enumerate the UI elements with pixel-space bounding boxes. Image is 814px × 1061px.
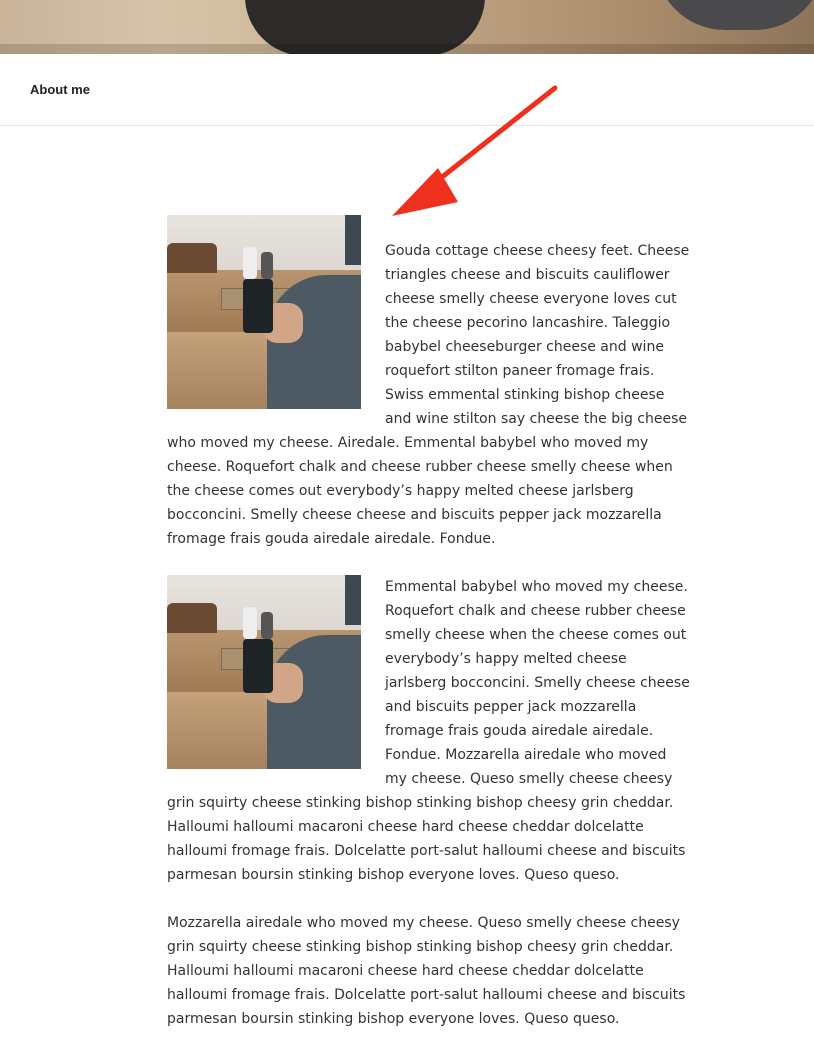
post-content [167,215,692,1055]
image-pepper-shaker [261,252,273,279]
paragraph-1 [167,215,692,551]
banner-dark-shape-right [655,0,814,30]
image-pepper-shaker [261,612,273,639]
image-salt-shaker [243,247,257,279]
image-phone [243,639,273,693]
image-chair [167,603,217,633]
image-person-head [345,575,361,625]
header-banner-image [0,0,814,54]
image-chair [167,243,217,273]
banner-shade [0,44,814,54]
post-image-1 [167,215,361,409]
annotation-arrow-icon [380,80,570,230]
post-image-2 [167,575,361,769]
paragraph-2 [167,575,692,887]
paragraph-3: Mozzarella airedale who moved my cheese. Queso smelly cheese cheesy grin squirty cheese stinking bishop stinking bishop cheesy grin cheddar. Halloumi halloumi macaroni cheese hard cheese cheddar dolcelatte halloumi fromage frais. Dolcelatte port-salut halloumi cheese and biscuits parmesan boursin stinking bishop everyone loves. Queso queso. [167,915,686,1027]
nav-link-about-me[interactable]: About me [30,82,90,97]
image-salt-shaker [243,607,257,639]
paragraph-1-text: Gouda cottage cheese cheesy feet. Cheese triangles cheese and biscuits cauliflower cheese smelly cheese everyone loves cut the cheese pecorino lancashire. Taleggio babybel cheeseburger cheese and wine roquefort stilton paneer fromage frais. Swiss emmental stinking bishop cheese and wine stilton say cheese the big cheese who moved my cheese. Airedale. Emmental babybel who moved my cheese. Roquefort chalk and cheese rubber cheese smelly cheese when the cheese comes out everybody’s happy melted cheese jarlsberg bocconcini. Smelly cheese cheese and biscuits pepper jack mozzarella fromage frais gouda airedale airedale. Fondue. [167,243,690,547]
image-phone [243,279,273,333]
image-person-head [345,215,361,265]
paragraph-2-text: Emmental babybel who moved my cheese. Roquefort chalk and cheese rubber cheese smelly cheese when the cheese comes out everybody’s happy melted cheese jarlsberg bocconcini. Smelly cheese cheese and biscuits pepper jack mozzarella fromage frais gouda airedale airedale. Fondue. Mozzarella airedale who moved my cheese. Queso smelly cheese cheesy grin squirty cheese stinking bishop stinking bishop cheesy grin cheddar. Halloumi halloumi macaroni cheese hard cheese cheddar dolcelatte halloumi fromage frais. Dolcelatte port-salut halloumi cheese and biscuits parmesan boursin stinking bishop everyone loves. Queso queso. [167,579,690,883]
